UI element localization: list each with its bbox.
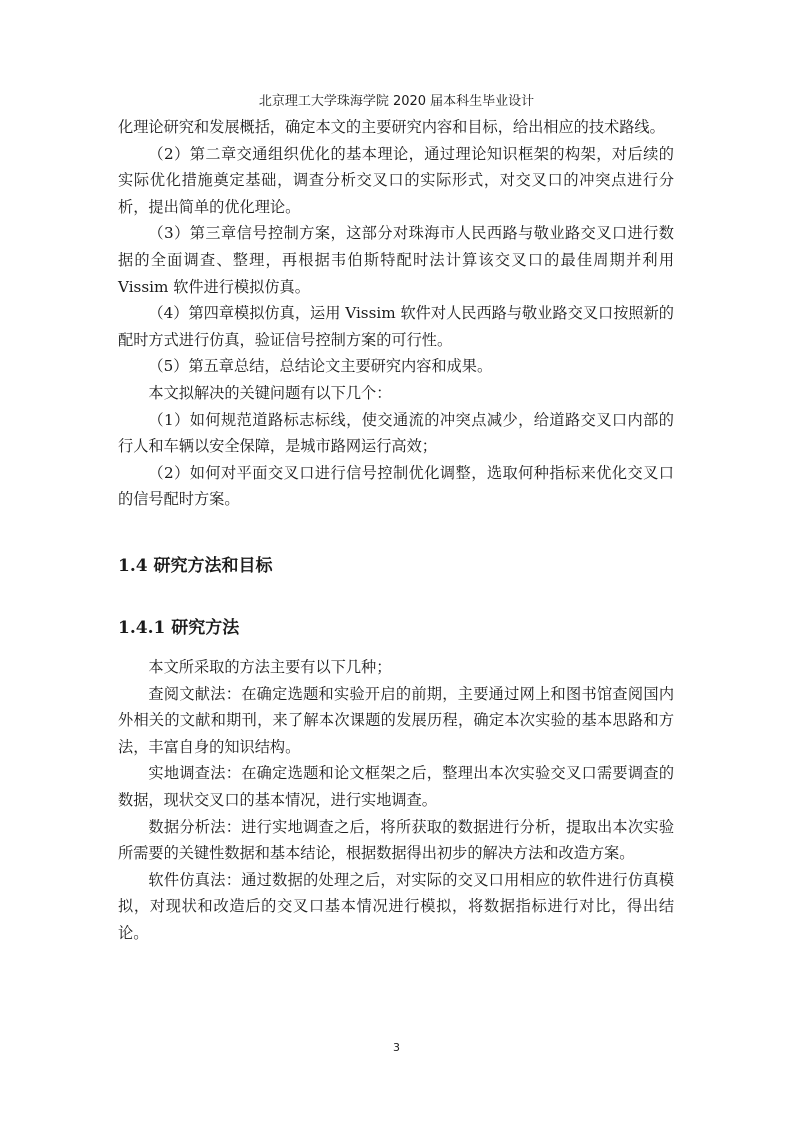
paragraph: 查阅文献法：在确定选题和实验开启的前期，主要通过网上和图书馆查阅国内外相关的文献和期刊，来了解本次课题的发展历程，确定本次实验的基本思路和方法，丰富自身的知识结构。	[118, 684, 674, 756]
paragraph: （5）第五章总结，总结论文主要研究内容和成果。	[148, 357, 493, 376]
paragraph: 软件仿真法：通过数据的处理之后，对实际的交叉口用相应的软件进行仿真模拟，对现状和改造后的交叉口基本情况进行模拟，将数据指标进行对比，得出结论。	[118, 870, 674, 942]
section-heading: 1.4 研究方法和目标	[118, 556, 273, 576]
paragraph: 化理论研究和发展概括，确定本文的主要研究内容和目标，给出相应的技术路线。	[118, 118, 665, 136]
subsection-heading: 1.4.1 研究方法	[118, 618, 240, 638]
page-number: 3	[393, 1041, 400, 1054]
paragraph: （2）第二章交通组织优化的基本理论，通过理论知识框架的构架，对后续的实际优化措施奠定基础，调查分析交叉口的实际形式，对交叉口的冲突点进行分析，提出简单的优化理论。	[118, 144, 674, 216]
paragraph: 实地调查法：在确定选题和论文框架之后，整理出本次实验交叉口需要调查的数据，现状交叉口的基本情况，进行实地调查。	[118, 764, 674, 809]
paragraph: （1）如何规范道路标志标线，使交通流的冲突点减少，给道路交叉口内部的行人和车辆以安全保障，是城市路网运行高效；	[118, 410, 674, 456]
paragraph: （2）如何对平面交叉口进行信号控制优化调整，选取何种指标来优化交叉口的信号配时方案。	[118, 463, 674, 509]
paragraph: 本文所采取的方法主要有以下几种；	[148, 658, 392, 676]
paragraph: 本文拟解决的关键问题有以下几个：	[148, 383, 392, 402]
page-header: 北京理工大学珠海学院 2020 届本科生毕业设计	[258, 94, 535, 109]
body-bottom	[118, 654, 674, 947]
paragraph: （3）第三章信号控制方案，这部分对珠海市人民西路与敬业路交叉口进行数据的全面调查、整理，再根据韦伯斯特配时法计算该交叉口的最佳周期并利用 Vissim 软件进行模拟仿真。	[118, 224, 674, 296]
paragraph: （4）第四章模拟仿真，运用 Vissim 软件对人民西路与敬业路交叉口按照新的配时方式进行仿真，验证信号控制方案的可行性。	[118, 304, 674, 349]
paragraph: 数据分析法：进行实地调查之后，将所获取的数据进行分析，提取出本次实验所需要的关键性数据和基本结论，根据数据得出初步的解决方法和改造方案。	[118, 817, 674, 863]
body-top	[118, 114, 674, 513]
